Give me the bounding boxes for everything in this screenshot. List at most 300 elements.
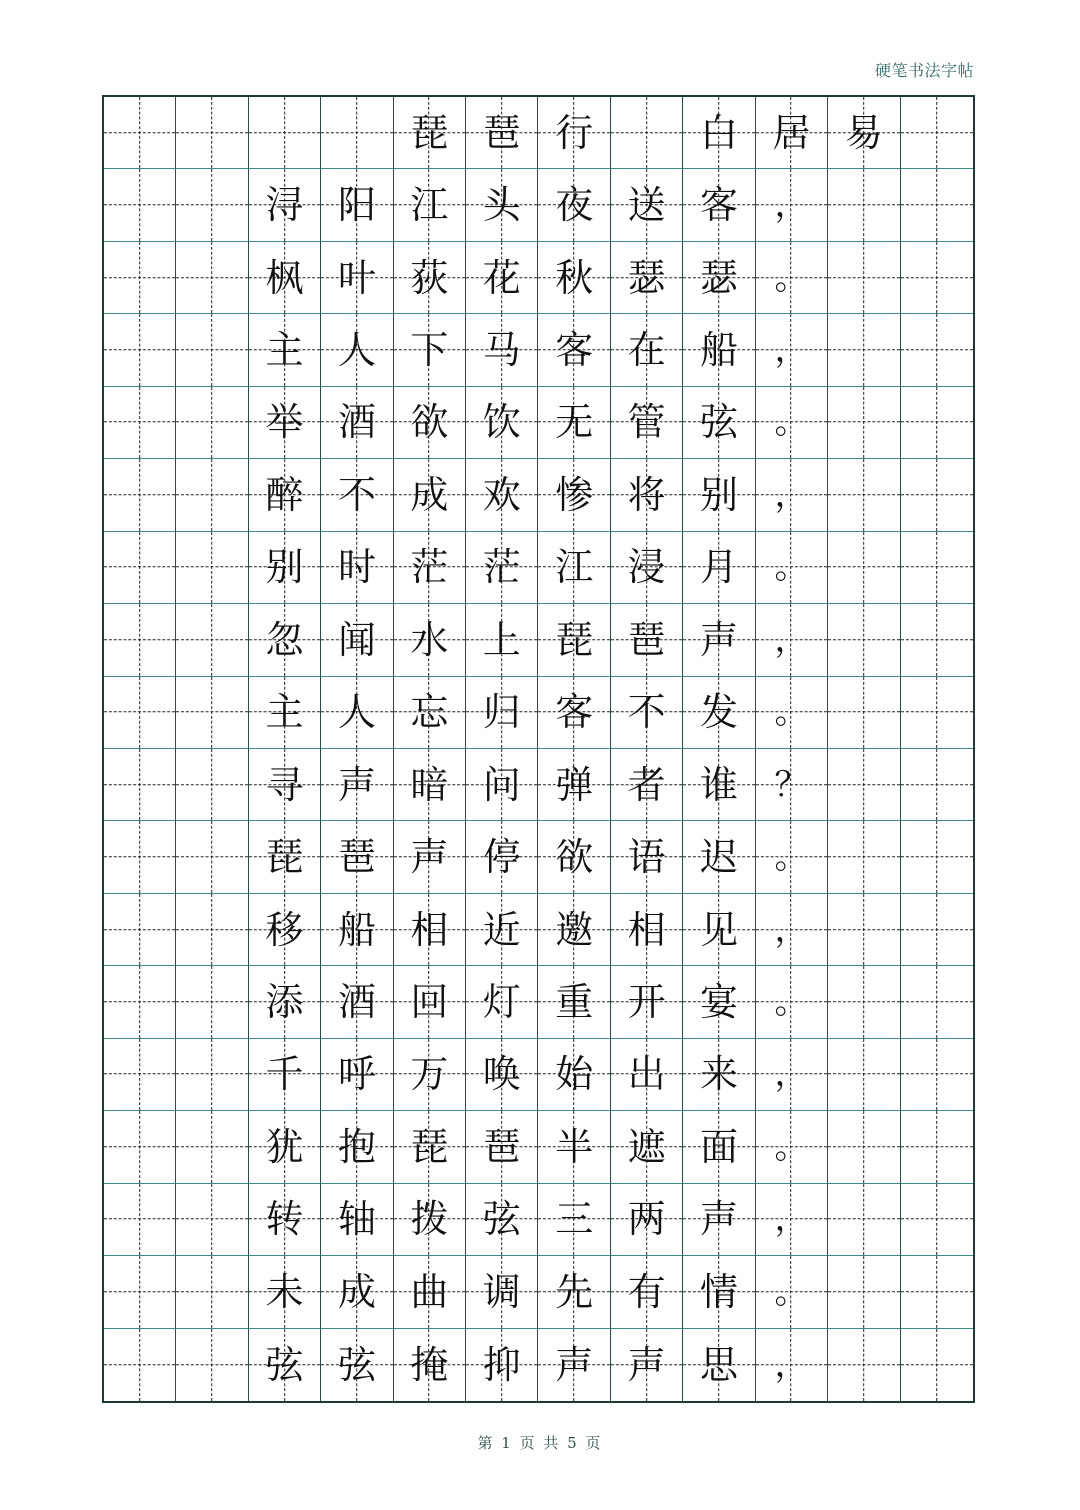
grid-cell: [104, 1111, 176, 1183]
character: 船: [337, 907, 376, 952]
grid-cell: [321, 966, 393, 1038]
grid-cell: [249, 459, 321, 531]
character: 欲: [410, 400, 449, 445]
grid-cell: [321, 1111, 393, 1183]
grid-cell: [828, 894, 900, 966]
grid-cell: [683, 966, 755, 1038]
character: 成: [337, 1269, 376, 1314]
page-indicator: 第 1 页 共 5 页: [477, 1434, 603, 1452]
grid-cell: [756, 966, 828, 1038]
character: 叶: [337, 255, 376, 300]
character: 掩: [410, 1342, 449, 1387]
grid-cell: [538, 677, 610, 749]
character: 夜: [555, 183, 594, 228]
grid-cell: [828, 1111, 900, 1183]
character: 欢: [482, 472, 521, 517]
character: 管: [627, 400, 666, 445]
grid-cell: [756, 677, 828, 749]
character: 调: [482, 1269, 521, 1314]
grid-cell: [466, 314, 538, 386]
grid-cell: [104, 387, 176, 459]
grid-cell: [249, 387, 321, 459]
grid-cell: [176, 1111, 248, 1183]
grid-cell: [249, 966, 321, 1038]
character: 声: [700, 617, 739, 662]
character: 移: [265, 907, 304, 952]
title-character: 琵: [410, 110, 449, 155]
grid-cell: [611, 387, 683, 459]
grid-cell: [176, 1329, 248, 1401]
grid-cell: [104, 1329, 176, 1401]
grid-cell: [901, 1256, 973, 1328]
grid-cell: [901, 749, 973, 821]
grid-cell: [466, 1184, 538, 1256]
grid-cell: [901, 1329, 973, 1401]
grid-cell: [104, 532, 176, 604]
grid-cell: [828, 749, 900, 821]
character: 水: [410, 617, 449, 662]
character: 。: [774, 547, 809, 588]
character: 月: [700, 545, 739, 590]
grid-cell: [828, 1329, 900, 1401]
grid-cell: [176, 604, 248, 676]
grid-cell: [466, 459, 538, 531]
grid-cell: [104, 966, 176, 1038]
grid-cell: [176, 1256, 248, 1328]
grid-cell: [683, 677, 755, 749]
character: 在: [627, 328, 666, 373]
grid-cell: [756, 821, 828, 893]
character: 声: [410, 835, 449, 880]
grid-cell: [466, 749, 538, 821]
grid-cell: [611, 459, 683, 531]
character: ，: [774, 330, 809, 371]
character: 欲: [555, 835, 594, 880]
grid-cell: [756, 169, 828, 241]
grid-cell: [321, 821, 393, 893]
character: 时: [337, 545, 376, 590]
character: 人: [337, 328, 376, 373]
character: 未: [265, 1269, 304, 1314]
character: ，: [774, 1344, 809, 1385]
character: 呼: [337, 1052, 376, 1097]
character: 头: [482, 183, 521, 228]
grid-cell: [828, 604, 900, 676]
grid-cell: [538, 1329, 610, 1401]
grid-cell: [611, 1256, 683, 1328]
grid-cell: [104, 749, 176, 821]
character: 问: [482, 762, 521, 807]
character: 宴: [700, 980, 739, 1025]
grid-cell: [466, 1329, 538, 1401]
grid-cell: [321, 894, 393, 966]
brand-label: 硬笔书法字帖: [874, 61, 974, 80]
practice-grid-sheet: [102, 95, 975, 1403]
character: 茫: [410, 545, 449, 590]
grid-cell: [394, 1184, 466, 1256]
title-cell: [538, 97, 610, 169]
grid-cell: [611, 1111, 683, 1183]
grid-cell: [176, 1184, 248, 1256]
grid-cell: [321, 1256, 393, 1328]
character: 琵: [265, 835, 304, 880]
title-cell: [683, 97, 755, 169]
character: 将: [627, 472, 666, 517]
grid-cell: [321, 604, 393, 676]
character: ？: [774, 764, 809, 805]
grid-cell: [176, 314, 248, 386]
grid-cell: [901, 1184, 973, 1256]
title-cell: [394, 97, 466, 169]
character: 三: [555, 1197, 594, 1242]
grid-cell: [611, 604, 683, 676]
grid-cell: [538, 749, 610, 821]
grid-cell: [249, 821, 321, 893]
grid-cell: [176, 894, 248, 966]
grid-cell: [538, 894, 610, 966]
character: 两: [627, 1197, 666, 1242]
grid-cell: [611, 169, 683, 241]
grid-cell: [683, 821, 755, 893]
character: 近: [482, 907, 521, 952]
character: 不: [337, 472, 376, 517]
grid-cell: [394, 314, 466, 386]
character: 忽: [265, 617, 304, 662]
grid-cell: [538, 242, 610, 314]
grid-cell: [828, 242, 900, 314]
character: 花: [482, 255, 521, 300]
grid-cell: [828, 966, 900, 1038]
grid-cell: [683, 387, 755, 459]
character: 浔: [265, 183, 304, 228]
grid-cell: [611, 966, 683, 1038]
grid-cell: [394, 1329, 466, 1401]
grid-cell: [756, 1184, 828, 1256]
grid-cell: [249, 1256, 321, 1328]
grid-cell: [321, 532, 393, 604]
character: 相: [627, 907, 666, 952]
grid-cell: [321, 242, 393, 314]
grid-cell: [611, 821, 683, 893]
character: 客: [700, 183, 739, 228]
character: ，: [774, 1199, 809, 1240]
character: 。: [774, 982, 809, 1023]
grid-cell: [104, 821, 176, 893]
grid-cell: [611, 749, 683, 821]
character: 江: [410, 183, 449, 228]
grid-cell: [901, 821, 973, 893]
character: 主: [265, 690, 304, 735]
grid-cell: [828, 1256, 900, 1328]
grid-cell: [756, 894, 828, 966]
character: 始: [555, 1052, 594, 1097]
grid-cell: [176, 821, 248, 893]
character: 思: [700, 1342, 739, 1387]
grid-cell: [466, 966, 538, 1038]
grid-cell: [756, 314, 828, 386]
grid-cell: [466, 532, 538, 604]
character: 酒: [337, 400, 376, 445]
grid-cell: [394, 1111, 466, 1183]
grid-cell: [611, 894, 683, 966]
character: ，: [774, 474, 809, 515]
character: 迟: [700, 835, 739, 880]
grid-cell: [321, 749, 393, 821]
grid-cell: [756, 387, 828, 459]
character: 阳: [337, 183, 376, 228]
character: 遮: [627, 1124, 666, 1169]
grid-cell: [394, 604, 466, 676]
grid-cell: [249, 1329, 321, 1401]
grid-cell: [249, 532, 321, 604]
grid-cell: [104, 1184, 176, 1256]
character: ，: [774, 1054, 809, 1095]
grid-cell: [683, 894, 755, 966]
grid-cell: [394, 749, 466, 821]
grid-cell: [249, 169, 321, 241]
grid-cell: [828, 387, 900, 459]
grid-cell: [321, 314, 393, 386]
grid-cell: [901, 459, 973, 531]
grid-cell: [901, 242, 973, 314]
grid-cell: [611, 532, 683, 604]
grid-cell: [901, 966, 973, 1038]
grid-cell: [466, 604, 538, 676]
grid-cell: [611, 1039, 683, 1111]
grid-cell: [538, 387, 610, 459]
character: 转: [265, 1197, 304, 1242]
grid-cell: [249, 1184, 321, 1256]
grid-cell: [176, 459, 248, 531]
grid-cell: [756, 532, 828, 604]
character: 。: [774, 257, 809, 298]
grid-cell: [104, 459, 176, 531]
character: 千: [265, 1052, 304, 1097]
character: 枫: [265, 255, 304, 300]
grid-cell: [394, 532, 466, 604]
character: 重: [555, 980, 594, 1025]
character: 回: [410, 980, 449, 1025]
grid-cell: [321, 677, 393, 749]
character: 。: [774, 1271, 809, 1312]
grid-cell: [611, 242, 683, 314]
grid-cell: [249, 1111, 321, 1183]
grid-cell: [394, 821, 466, 893]
grid-cell: [394, 387, 466, 459]
grid-cell: [104, 1039, 176, 1111]
character: ，: [774, 909, 809, 950]
character: 来: [700, 1052, 739, 1097]
character: 荻: [410, 255, 449, 300]
grid-cell: [249, 314, 321, 386]
grid-cell: [321, 459, 393, 531]
grid-cell: [466, 1039, 538, 1111]
grid-cell: [683, 1256, 755, 1328]
character: 抱: [337, 1124, 376, 1169]
character: 主: [265, 328, 304, 373]
title-character: 易: [844, 110, 883, 155]
character: 抑: [482, 1342, 521, 1387]
grid-cell: [538, 1039, 610, 1111]
grid-cell: [901, 387, 973, 459]
grid-cell: [901, 314, 973, 386]
character: 饮: [482, 400, 521, 445]
title-cell: [756, 97, 828, 169]
character: 江: [555, 545, 594, 590]
grid-cell: [104, 894, 176, 966]
character: 琵: [410, 1124, 449, 1169]
character: ，: [774, 619, 809, 660]
character: 酒: [337, 980, 376, 1025]
character: 有: [627, 1269, 666, 1314]
grid-cell: [538, 1111, 610, 1183]
grid-cell: [321, 169, 393, 241]
character: 弦: [337, 1342, 376, 1387]
grid-cell: [176, 1039, 248, 1111]
grid-cell: [756, 749, 828, 821]
grid-cell: [611, 677, 683, 749]
character: 寻: [265, 762, 304, 807]
character: 。: [774, 402, 809, 443]
grid-cell: [249, 749, 321, 821]
title-character: 琶: [482, 110, 521, 155]
grid-cell: [104, 314, 176, 386]
grid-cell: [683, 169, 755, 241]
grid-cell: [901, 169, 973, 241]
grid-cell: [104, 169, 176, 241]
grid-cell: [683, 749, 755, 821]
grid-cell: [828, 169, 900, 241]
character: 醉: [265, 472, 304, 517]
grid-cell: [249, 242, 321, 314]
character: 先: [555, 1269, 594, 1314]
character: 语: [627, 835, 666, 880]
grid-cell: [538, 1184, 610, 1256]
character: 半: [555, 1124, 594, 1169]
character: 弦: [482, 1197, 521, 1242]
grid-cell: [901, 1111, 973, 1183]
title-character: 白: [700, 110, 739, 155]
character: 。: [774, 1126, 809, 1167]
character: 停: [482, 835, 521, 880]
character: 曲: [410, 1269, 449, 1314]
grid-cell: [394, 894, 466, 966]
grid-cell: [683, 1039, 755, 1111]
character: 琶: [627, 617, 666, 662]
character: 开: [627, 980, 666, 1025]
character: 情: [700, 1269, 739, 1314]
title-character: 居: [772, 110, 811, 155]
character: 暗: [410, 762, 449, 807]
grid-cell: [394, 966, 466, 1038]
character: 惨: [555, 472, 594, 517]
character: 忘: [410, 690, 449, 735]
title-cell: [901, 97, 973, 169]
character: 成: [410, 472, 449, 517]
character: 闻: [337, 617, 376, 662]
grid-cell: [249, 677, 321, 749]
grid-cell: [828, 314, 900, 386]
grid-cell: [683, 1184, 755, 1256]
character: 人: [337, 690, 376, 735]
grid-cell: [683, 314, 755, 386]
grid-cell: [683, 459, 755, 531]
character: 声: [337, 762, 376, 807]
character: 举: [265, 400, 304, 445]
grid-cell: [394, 459, 466, 531]
character: 归: [482, 690, 521, 735]
grid-cell: [828, 1039, 900, 1111]
title-cell: [828, 97, 900, 169]
character: 琶: [482, 1124, 521, 1169]
character: 唤: [482, 1052, 521, 1097]
title-cell: [611, 97, 683, 169]
grid-cell: [901, 1039, 973, 1111]
character: 面: [700, 1124, 739, 1169]
grid-cell: [756, 459, 828, 531]
character: 出: [627, 1052, 666, 1097]
grid-cell: [176, 966, 248, 1038]
grid-cell: [466, 821, 538, 893]
character: 灯: [482, 980, 521, 1025]
grid-cell: [321, 387, 393, 459]
grid-cell: [176, 532, 248, 604]
character: 无: [555, 400, 594, 445]
character: 见: [700, 907, 739, 952]
grid-cell: [538, 169, 610, 241]
character: 声: [627, 1342, 666, 1387]
character: 者: [627, 762, 666, 807]
character: 秋: [555, 255, 594, 300]
grid-cell: [756, 242, 828, 314]
title-cell: [466, 97, 538, 169]
grid-cell: [249, 1039, 321, 1111]
grid-cell: [176, 169, 248, 241]
grid-cell: [683, 1329, 755, 1401]
character: 下: [410, 328, 449, 373]
grid-cell: [611, 1329, 683, 1401]
grid-cell: [249, 894, 321, 966]
grid-cell: [828, 1184, 900, 1256]
grid-cell: [538, 821, 610, 893]
character: 琵: [555, 617, 594, 662]
character: ，: [774, 185, 809, 226]
character: 不: [627, 690, 666, 735]
grid-cell: [901, 677, 973, 749]
character: 客: [555, 690, 594, 735]
character: 弹: [555, 762, 594, 807]
character: 瑟: [700, 255, 739, 300]
character: 客: [555, 328, 594, 373]
character: 邀: [555, 907, 594, 952]
character: 发: [700, 690, 739, 735]
grid-cell: [756, 604, 828, 676]
character: 琶: [337, 835, 376, 880]
grid-cell: [394, 1256, 466, 1328]
grid-cell: [466, 677, 538, 749]
grid-cell: [104, 604, 176, 676]
grid-cell: [538, 966, 610, 1038]
character: 。: [774, 837, 809, 878]
grid-cell: [104, 677, 176, 749]
character: 。: [774, 692, 809, 733]
grid-cell: [321, 1329, 393, 1401]
grid-cell: [176, 242, 248, 314]
character: 船: [700, 328, 739, 373]
character: 浸: [627, 545, 666, 590]
grid-cell: [538, 604, 610, 676]
grid-cell: [683, 242, 755, 314]
